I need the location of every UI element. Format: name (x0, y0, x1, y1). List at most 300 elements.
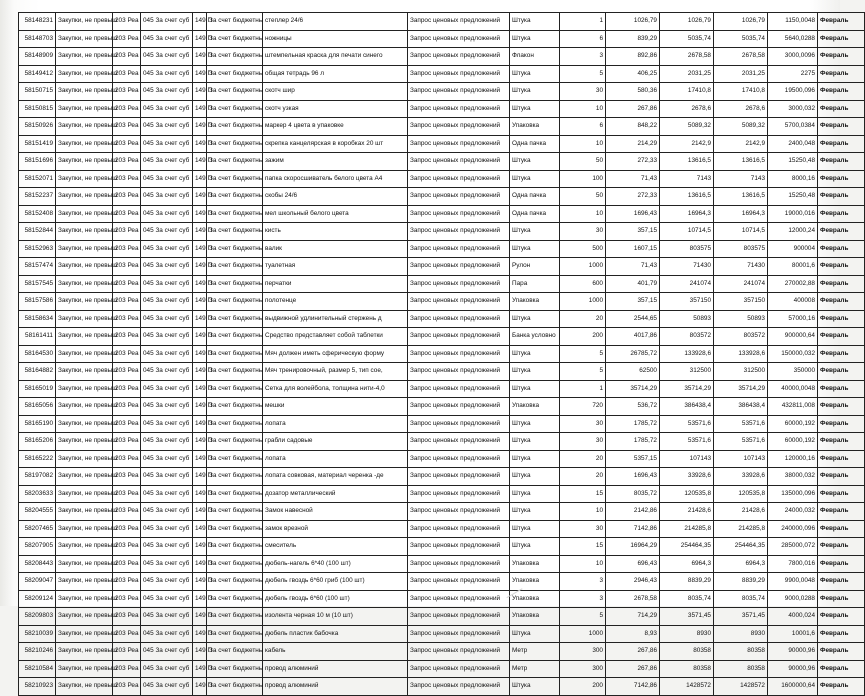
table-cell: 214,29 (606, 135, 660, 153)
table-row (19, 468, 865, 486)
table-cell: штемпельная краска для печати синего (263, 48, 408, 66)
table-cell: 350000 (768, 363, 818, 381)
table-cell: 13616,5 (660, 153, 714, 171)
table-cell: Закупки, не превыш (56, 48, 113, 66)
table-cell: 6 (560, 118, 606, 136)
table-cell: Одна пачка (510, 188, 560, 206)
table-cell: 357,15 (606, 223, 660, 241)
table-cell: Закупки, не превыш (56, 363, 113, 381)
table-row (19, 13, 865, 31)
table-cell: Штука (510, 520, 560, 538)
table-cell: 357150 (714, 293, 768, 311)
table-cell: 045 За счет суб (141, 13, 193, 31)
table-cell: 90000,96 (768, 643, 818, 661)
table-cell: 357,15 (606, 293, 660, 311)
table-cell: 045 За счет суб (141, 415, 193, 433)
table-cell: Закупки, не превыш (56, 65, 113, 83)
table-cell: 045 За счет суб (141, 345, 193, 363)
table-cell: 58150715 (19, 83, 56, 101)
table-cell: Штука (510, 678, 560, 696)
table-cell: Штука (510, 13, 560, 31)
table-cell: За счет бюджетны (207, 293, 263, 311)
table-cell: 149 П (193, 240, 207, 258)
table-cell: Замок навесной (263, 503, 408, 521)
table-cell: 120535,8 (714, 485, 768, 503)
table-cell: 045 За счет суб (141, 573, 193, 591)
table-cell: 254464,35 (714, 538, 768, 556)
table-cell: 285000,072 (768, 538, 818, 556)
table-cell: 3000,0096 (768, 48, 818, 66)
table-cell: 58157586 (19, 293, 56, 311)
table-cell: Февраль (818, 170, 865, 188)
table-cell: 90000,96 (768, 660, 818, 678)
table-cell: 045 За счет суб (141, 205, 193, 223)
table-cell: 5089,32 (714, 118, 768, 136)
table-cell: Февраль (818, 398, 865, 416)
table-cell: 203 Реа (113, 223, 141, 241)
table-cell: 1696,43 (606, 205, 660, 223)
table-cell: 33928,6 (660, 468, 714, 486)
table-cell: 045 За счет суб (141, 538, 193, 556)
table-cell: скотч шир (263, 83, 408, 101)
table-cell: Запрос ценовых предложений (408, 240, 510, 258)
table-cell: 1428572 (660, 678, 714, 696)
table-cell: За счет бюджетны (207, 83, 263, 101)
table-cell: 045 За счет суб (141, 485, 193, 503)
table-cell: Штука (510, 170, 560, 188)
table-cell: Закупки, не превыш (56, 485, 113, 503)
table-cell: Штука (510, 100, 560, 118)
table-cell: 045 За счет суб (141, 433, 193, 451)
table-cell: лопата совковая, материал черенка -де (263, 468, 408, 486)
table-cell: Запрос ценовых предложений (408, 573, 510, 591)
table-cell: 15 (560, 538, 606, 556)
table-cell: 50 (560, 188, 606, 206)
table-cell: 60000,192 (768, 433, 818, 451)
table-cell: Февраль (818, 433, 865, 451)
table-cell: 30 (560, 415, 606, 433)
table-cell: 58165190 (19, 415, 56, 433)
table-cell: 203 Реа (113, 415, 141, 433)
table-cell: Одна пачка (510, 135, 560, 153)
table-cell: 71,43 (606, 170, 660, 188)
table-cell: 203 Реа (113, 275, 141, 293)
table-row (19, 643, 865, 661)
table-cell: 203 Реа (113, 608, 141, 626)
table-cell: Штука (510, 83, 560, 101)
table-cell: 045 За счет суб (141, 83, 193, 101)
table-cell: Закупки, не превыш (56, 293, 113, 311)
table-cell: Запрос ценовых предложений (408, 83, 510, 101)
table-cell: 10 (560, 135, 606, 153)
table-cell: Февраль (818, 608, 865, 626)
table-cell: 2031,25 (714, 65, 768, 83)
table-cell: 58165019 (19, 380, 56, 398)
table-cell: 149 П (193, 13, 207, 31)
table-cell: 58151696 (19, 153, 56, 171)
table-cell: 15250,48 (768, 153, 818, 171)
table-cell: 53571,6 (714, 433, 768, 451)
table-cell: 149 П (193, 223, 207, 241)
table-cell: 5089,32 (660, 118, 714, 136)
table-cell: Упаковка (510, 118, 560, 136)
table-cell: 2678,6 (714, 100, 768, 118)
table-cell: 803572 (714, 328, 768, 346)
table-cell: 62500 (606, 363, 660, 381)
table-cell: 203 Реа (113, 555, 141, 573)
table-cell: 203 Реа (113, 643, 141, 661)
table-cell: 149 П (193, 328, 207, 346)
table-cell: Пара (510, 275, 560, 293)
table-cell: провод алюминий (263, 678, 408, 696)
table-cell: 149 П (193, 678, 207, 696)
table-cell: 149 П (193, 398, 207, 416)
table-cell: 1 (560, 380, 606, 398)
table-cell: Штука (510, 415, 560, 433)
table-cell: Запрос ценовых предложений (408, 660, 510, 678)
table-cell: Февраль (818, 188, 865, 206)
table-cell: 203 Реа (113, 468, 141, 486)
table-cell: За счет бюджетны (207, 538, 263, 556)
table-cell: 33928,6 (714, 468, 768, 486)
table-cell: Февраль (818, 118, 865, 136)
table-cell: 7143 (660, 170, 714, 188)
table-cell: 848,22 (606, 118, 660, 136)
table-cell: 53571,6 (660, 433, 714, 451)
table-cell: За счет бюджетны (207, 13, 263, 31)
table-cell: 120535,8 (660, 485, 714, 503)
table-cell: Февраль (818, 310, 865, 328)
table-cell: 386438,4 (660, 398, 714, 416)
table-cell: Закупки, не превыш (56, 625, 113, 643)
table-row (19, 660, 865, 678)
table-cell: 149 П (193, 485, 207, 503)
table-cell: 80358 (660, 643, 714, 661)
table-row (19, 520, 865, 538)
table-cell: 58157474 (19, 258, 56, 276)
table-row (19, 118, 865, 136)
table-cell: 30 (560, 83, 606, 101)
table-cell: 5 (560, 65, 606, 83)
table-cell: За счет бюджетны (207, 345, 263, 363)
table-cell: Штука (510, 538, 560, 556)
table-cell: 1000 (560, 258, 606, 276)
table-cell: 149 П (193, 153, 207, 171)
table-cell: Закупки, не превыш (56, 118, 113, 136)
table-cell: Закупки, не превыш (56, 30, 113, 48)
table-cell: 803575 (660, 240, 714, 258)
table-cell: 045 За счет суб (141, 380, 193, 398)
table-cell: Штука (510, 625, 560, 643)
table-cell: Закупки, не превыш (56, 468, 113, 486)
table-cell: Февраль (818, 240, 865, 258)
table-cell: 149 П (193, 363, 207, 381)
table-cell: 045 За счет суб (141, 100, 193, 118)
table-cell: 401,79 (606, 275, 660, 293)
table-cell: 203 Реа (113, 625, 141, 643)
table-cell: 10 (560, 100, 606, 118)
table-cell: 58148703 (19, 30, 56, 48)
table-cell: Февраль (818, 293, 865, 311)
table-cell: За счет бюджетны (207, 170, 263, 188)
table-cell: 200 (560, 678, 606, 696)
table-cell: Запрос ценовых предложений (408, 608, 510, 626)
table-cell: 1428572 (714, 678, 768, 696)
table-cell: 8000,16 (768, 170, 818, 188)
table-cell: За счет бюджетны (207, 100, 263, 118)
table-cell: 149 П (193, 205, 207, 223)
table-row (19, 223, 865, 241)
table-cell: 045 За счет суб (141, 468, 193, 486)
table-cell: 4017,86 (606, 328, 660, 346)
table-cell: За счет бюджетны (207, 328, 263, 346)
table-cell: 107143 (660, 450, 714, 468)
table-row (19, 310, 865, 328)
table-cell: Запрос ценовых предложений (408, 100, 510, 118)
table-cell: 58209803 (19, 608, 56, 626)
table-cell: Закупки, не превыш (56, 258, 113, 276)
table-cell: 803572 (660, 328, 714, 346)
table-cell: 149 П (193, 65, 207, 83)
table-cell: Закупки, не превыш (56, 328, 113, 346)
table-cell: 3571,45 (660, 608, 714, 626)
table-cell: Запрос ценовых предложений (408, 258, 510, 276)
table-cell: 53571,6 (714, 415, 768, 433)
table-cell: мел школьный белого цвета (263, 205, 408, 223)
table-cell: За счет бюджетны (207, 433, 263, 451)
table-cell: кабель (263, 643, 408, 661)
table-cell: 045 За счет суб (141, 275, 193, 293)
table-cell: 58158634 (19, 310, 56, 328)
table-cell: 58204555 (19, 503, 56, 521)
table-cell: 2400,048 (768, 135, 818, 153)
table-cell: Закупки, не превыш (56, 573, 113, 591)
table-cell: 58203633 (19, 485, 56, 503)
table-cell: 045 За счет суб (141, 398, 193, 416)
table-cell: 5700,0384 (768, 118, 818, 136)
table-cell: провод алюминий (263, 660, 408, 678)
table-cell: Мяч тренировочный, размер 5, тип сое, (263, 363, 408, 381)
table-cell: 35714,29 (714, 380, 768, 398)
table-cell: За счет бюджетны (207, 678, 263, 696)
table-cell: 400008 (768, 293, 818, 311)
table-cell: 149 П (193, 433, 207, 451)
table-cell: За счет бюджетны (207, 573, 263, 591)
table-cell: ножницы (263, 30, 408, 48)
table-cell: 71430 (660, 258, 714, 276)
table-row (19, 188, 865, 206)
table-cell: Февраль (818, 643, 865, 661)
table-row (19, 170, 865, 188)
table-cell: Упаковка (510, 608, 560, 626)
table-cell: 203 Реа (113, 205, 141, 223)
table-cell: Февраль (818, 345, 865, 363)
table-cell: 214285,8 (660, 520, 714, 538)
table-cell: 38000,032 (768, 468, 818, 486)
table-cell: 1000 (560, 293, 606, 311)
table-cell: 200 (560, 328, 606, 346)
table-cell: 2142,9 (660, 135, 714, 153)
table-cell: дюбель гвоздь 6*60 (100 шт) (263, 590, 408, 608)
table-cell: Февраль (818, 468, 865, 486)
table-cell: Закупки, не превыш (56, 590, 113, 608)
table-row (19, 625, 865, 643)
table-cell: Запрос ценовых предложений (408, 380, 510, 398)
table-row (19, 30, 865, 48)
table-cell: 203 Реа (113, 65, 141, 83)
table-cell: скрепка канцелярская в коробках 20 шт (263, 135, 408, 153)
table-cell: За счет бюджетны (207, 520, 263, 538)
table-cell: 203 Реа (113, 30, 141, 48)
table-cell: 8035,74 (714, 590, 768, 608)
table-cell: 203 Реа (113, 135, 141, 153)
table-cell: 10 (560, 503, 606, 521)
table-cell: 17410,8 (660, 83, 714, 101)
table-row (19, 345, 865, 363)
table-row (19, 590, 865, 608)
table-cell: 203 Реа (113, 380, 141, 398)
table-cell: 5035,74 (714, 30, 768, 48)
table-cell: 80001,6 (768, 258, 818, 276)
table-cell: За счет бюджетны (207, 363, 263, 381)
table-row (19, 398, 865, 416)
table-cell: 21428,6 (714, 503, 768, 521)
table-cell: За счет бюджетны (207, 555, 263, 573)
table-row (19, 293, 865, 311)
table-cell: За счет бюджетны (207, 380, 263, 398)
table-cell: Февраль (818, 65, 865, 83)
table-cell: Закупки, не превыш (56, 205, 113, 223)
table-cell: 24000,032 (768, 503, 818, 521)
table-cell: 58164530 (19, 345, 56, 363)
table-cell: 045 За счет суб (141, 310, 193, 328)
table-cell: 892,86 (606, 48, 660, 66)
table-cell: Штука (510, 468, 560, 486)
table-cell: 432811,008 (768, 398, 818, 416)
table-cell: 214285,8 (714, 520, 768, 538)
table-cell: 5357,15 (606, 450, 660, 468)
table-cell: Февраль (818, 678, 865, 696)
table-cell: 149 П (193, 118, 207, 136)
table-cell: 300 (560, 660, 606, 678)
table-cell: Закупки, не превыш (56, 415, 113, 433)
table-cell: 4000,024 (768, 608, 818, 626)
table-cell: 10714,5 (714, 223, 768, 241)
table-cell: Февраль (818, 100, 865, 118)
table-cell: За счет бюджетны (207, 153, 263, 171)
table-cell: 5 (560, 363, 606, 381)
table-row (19, 678, 865, 696)
table-cell: Запрос ценовых предложений (408, 30, 510, 48)
table-cell: Запрос ценовых предложений (408, 468, 510, 486)
table-cell: папка скоросшиватель белого цвета А4 (263, 170, 408, 188)
table-cell: 1696,43 (606, 468, 660, 486)
table-cell: Закупки, не превыш (56, 13, 113, 31)
table-cell: 5035,74 (660, 30, 714, 48)
table-cell: Февраль (818, 573, 865, 591)
table-cell: 149 П (193, 188, 207, 206)
table-cell: 58208443 (19, 555, 56, 573)
table-cell: 1607,15 (606, 240, 660, 258)
table-cell: Закупки, не превыш (56, 170, 113, 188)
table-cell: Февраль (818, 555, 865, 573)
table-cell: 107143 (714, 450, 768, 468)
table-cell: 1026,79 (714, 13, 768, 31)
table-cell: 58152844 (19, 223, 56, 241)
table-cell: 203 Реа (113, 345, 141, 363)
table-cell: Февраль (818, 205, 865, 223)
table-cell: 203 Реа (113, 450, 141, 468)
table-cell: Запрос ценовых предложений (408, 520, 510, 538)
table-cell: Февраль (818, 625, 865, 643)
table-cell: перчатки (263, 275, 408, 293)
table-cell: 58165206 (19, 433, 56, 451)
table-cell: 149 П (193, 380, 207, 398)
table-cell: общая тетрадь 96 л (263, 65, 408, 83)
table-cell: 2678,58 (660, 48, 714, 66)
table-cell: 149 П (193, 135, 207, 153)
table-row (19, 275, 865, 293)
table-cell: 58209047 (19, 573, 56, 591)
table-cell: Рулон (510, 258, 560, 276)
table-cell: 6964,3 (714, 555, 768, 573)
table-cell: 045 За счет суб (141, 258, 193, 276)
table-cell: Штука (510, 450, 560, 468)
table-cell: За счет бюджетны (207, 258, 263, 276)
table-cell: Штука (510, 345, 560, 363)
table-cell: Запрос ценовых предложений (408, 398, 510, 416)
table-cell: Упаковка (510, 398, 560, 416)
table-cell: 803575 (714, 240, 768, 258)
table-cell: Закупки, не превыш (56, 223, 113, 241)
table-cell: 149 П (193, 30, 207, 48)
table-cell: Штука (510, 380, 560, 398)
table-cell: 149 П (193, 520, 207, 538)
table-cell: 045 За счет суб (141, 520, 193, 538)
table-cell: Февраль (818, 520, 865, 538)
table-cell: замок врезной (263, 520, 408, 538)
table-cell: 9900,0048 (768, 573, 818, 591)
table-cell: 149 П (193, 275, 207, 293)
table-cell: 203 Реа (113, 118, 141, 136)
table-cell: изолента черная 10 м (10 шт) (263, 608, 408, 626)
table-cell: зажим (263, 153, 408, 171)
table-cell: 1150,0048 (768, 13, 818, 31)
table-cell: выдвижной удлинительный стержень д (263, 310, 408, 328)
table-cell: Закупки, не превыш (56, 83, 113, 101)
table-cell: 045 За счет суб (141, 328, 193, 346)
table-row (19, 153, 865, 171)
table-cell: Метр (510, 643, 560, 661)
table-cell: 50893 (714, 310, 768, 328)
table-cell: дюбель-нагель 6*40 (100 шт) (263, 555, 408, 573)
table-cell: 045 За счет суб (141, 503, 193, 521)
table-cell: Запрос ценовых предложений (408, 275, 510, 293)
table-cell: 203 Реа (113, 573, 141, 591)
table-cell: Закупки, не превыш (56, 520, 113, 538)
table-cell: 8,93 (606, 625, 660, 643)
table-cell: 58197082 (19, 468, 56, 486)
table-cell: 16964,3 (714, 205, 768, 223)
table-cell: дюбель пластик бабочка (263, 625, 408, 643)
table-cell: 3 (560, 590, 606, 608)
table-cell: 2678,58 (714, 48, 768, 66)
table-cell: Мяч должен иметь сферическую форму (263, 345, 408, 363)
table-cell: Запрос ценовых предложений (408, 48, 510, 66)
table-cell: 045 За счет суб (141, 240, 193, 258)
table-cell: 53571,6 (660, 415, 714, 433)
table-cell: 149 П (193, 415, 207, 433)
